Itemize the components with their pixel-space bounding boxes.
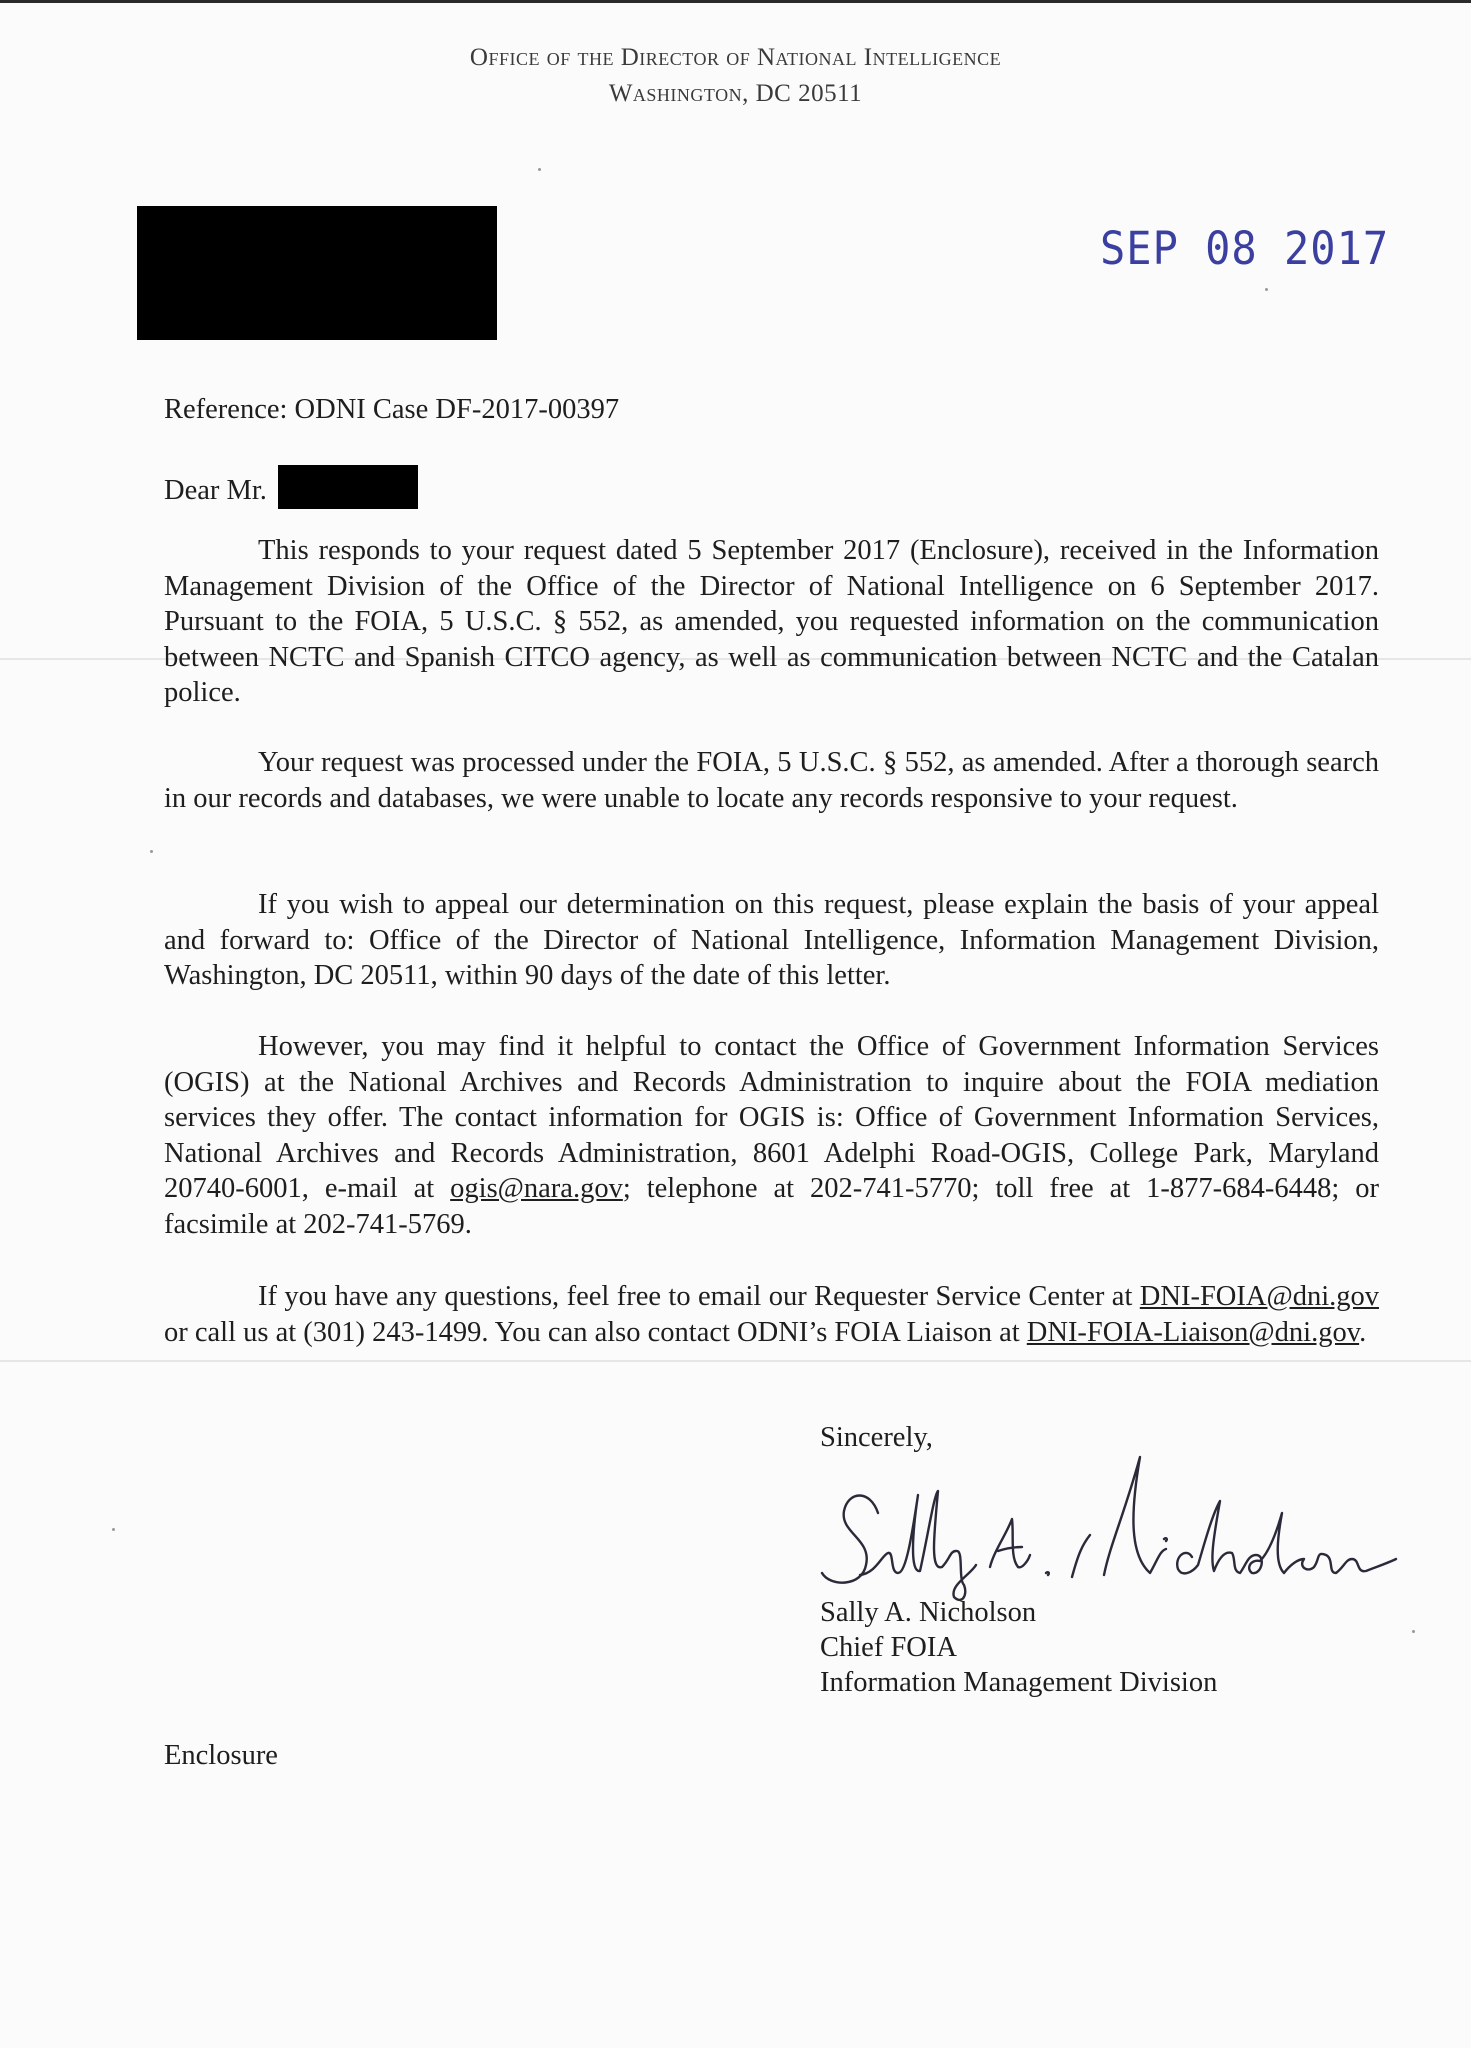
paragraph-contact: [164, 1279, 1379, 1350]
paper-speck: [538, 168, 541, 171]
signer-name: Sally A. Nicholson: [820, 1597, 1037, 1628]
signer-division: Information Management Division: [820, 1667, 1218, 1698]
paragraph-indent: [164, 535, 258, 566]
paragraph-text: or call us at (301) 243-1499. You can also contact ODNI’s FOIA Liaison at: [164, 1316, 1027, 1348]
paper-speck: [150, 850, 153, 853]
paragraph-text: Your request was processed under the FOIA, 5 U.S.C. § 552, as amended. After a thorough search in our records and databases, we were unable to locate any records responsive to your request.: [164, 747, 1379, 814]
handwritten-signature: [800, 1455, 1400, 1605]
letterhead-agency: Office of the Director of National Intelligence: [469, 44, 1002, 71]
paragraph-text: If you wish to appeal our determination on this request, please explain the basis of your appeal and forward to: Office of the Director of National Intelligence, Information Management Division, Washington, DC 20511, within 90 days of the date of this letter.: [164, 889, 1379, 991]
redacted-recipient-name: [278, 465, 418, 509]
paragraph-text: This responds to your request dated 5 September 2017 (Enclosure), received in the Information Management Division of the Office of the Director of National Intelligence on 6 September 2017. Pursuant to the FOIA, 5 U.S.C. § 552, as amended, you requested information on the communication between NCTC and Spanish CITCO agency, as well as communication between NCTC and the Catalan police.: [164, 535, 1379, 708]
redacted-address-block: [137, 206, 497, 340]
requester-service-email-link[interactable]: DNI-FOIA@dni.gov: [1139, 1281, 1379, 1312]
date-stamp: SEP 08 2017: [1100, 222, 1390, 275]
paragraph-ogis: [164, 1029, 1379, 1242]
signer-title: Chief FOIA: [820, 1632, 957, 1663]
salutation-text: Dear Mr.: [164, 475, 267, 506]
paragraph-text: ; telephone at 202-741-5770; toll free at 1-877-684-6448; or facsimile at 202-741-5769.: [164, 1173, 1380, 1240]
salutation: [164, 465, 418, 509]
reference-line: Reference: ODNI Case DF-2017-00397: [164, 394, 620, 425]
paragraph-request-summary: [164, 533, 1379, 711]
paragraph-indent: [164, 747, 258, 778]
enclosure-label: Enclosure: [164, 1740, 278, 1771]
paper-speck: [112, 1528, 115, 1531]
paper-speck: [1265, 288, 1268, 291]
paper-fold-line: [0, 1360, 1471, 1362]
paper-speck: [1412, 1630, 1415, 1633]
ogis-email-link[interactable]: ogis@nara.gov: [450, 1173, 623, 1204]
paragraph-indent: [164, 1031, 258, 1062]
paragraph-appeal: [164, 887, 1379, 994]
paragraph-text: .: [1359, 1316, 1367, 1348]
paragraph-text: However, you may find it helpful to contact the Office of Government Information Services (OGIS) at the National Archives and Records Administration to inquire about the FOIA mediation services they offer. The contact information for OGIS is: Office of Government Information Services, National Archives and Records Administration, 8601 Adelphi Road-OGIS, College Park, Maryland 20740-6001, e-mail at: [164, 1031, 1379, 1204]
paragraph-text: If you have any questions, feel free to email our Requester Service Center at: [258, 1281, 1140, 1312]
page-top-edge: [0, 0, 1471, 3]
letterhead-city: Washington, DC 20511: [608, 80, 863, 107]
paragraph-search-result: [164, 745, 1379, 816]
closing: Sincerely,: [820, 1422, 933, 1453]
paragraph-indent: [164, 1281, 258, 1312]
foia-liaison-email-link[interactable]: DNI-FOIA-Liaison@dni.gov: [1026, 1316, 1360, 1348]
paragraph-indent: [164, 889, 258, 920]
